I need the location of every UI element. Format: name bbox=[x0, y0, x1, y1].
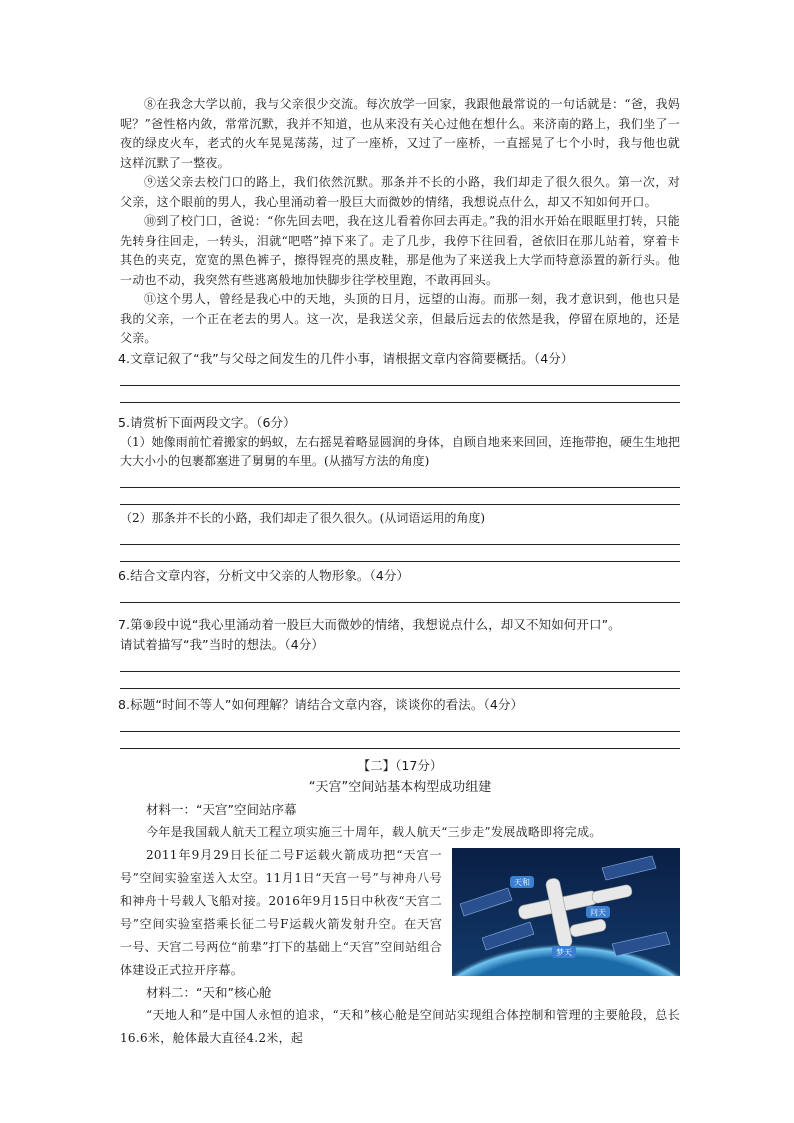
material-1-label: 材料一：“天宫”空间站序幕 bbox=[146, 801, 297, 817]
question-5: 5.请赏析下面两段文字。（6分） bbox=[118, 414, 296, 430]
article-title: “天宫”空间站基本构型成功组建 bbox=[308, 779, 492, 795]
module-label: 梦天 bbox=[556, 947, 572, 957]
material-2-label: 材料二：“天和”核心舱 bbox=[146, 984, 272, 1000]
paragraph-9: ⑨送父亲去校门口的路上，我们依然沉默。那条并不长的小路，我们却走了很久很久。第一次，对父亲，这个眼前的男人，我心里涌动着一股巨大而微妙的情绪，我想说点什么，却又不知如何开口。 bbox=[120, 175, 680, 209]
module-label: 天和 bbox=[514, 877, 530, 887]
question-6: 6.结合文章内容，分析文中父亲的人物形象。（4分） bbox=[118, 567, 410, 583]
question-7-cont: 请试着描写“我”当时的想法。（4分） bbox=[120, 636, 324, 652]
paragraph-11: ⑪这个男人，曾经是我心中的天地，头顶的日月，远望的山海。而那一刻，我才意识到，他也只是我的父亲，一个正在老去的男人。这一次，是我送父亲，但最后远去的依然是我，停留在原地的，还是父亲。 bbox=[120, 292, 680, 345]
question-7: 7.第⑨段中说“我心里涌动着一股巨大而微妙的情绪，我想说点什么，却又不知如何开口”。 bbox=[118, 616, 621, 632]
question-5-2: （2）那条并不长的小路，我们却走了很久很久。(从词语运用的角度) bbox=[120, 510, 486, 525]
question-5-1: （1）她像雨前忙着搬家的蚂蚁，左右摇晃着略显圆润的身体，自顾自地来来回回，连拖带抱，硬生生地把大大小小的包裹都塞进了舅舅的车里。(从描写方法的角度) bbox=[120, 434, 680, 468]
paragraph-8: ⑧在我念大学以前，我与父亲很少交流。每次放学一回家，我跟他最常说的一句话就是：“爸，我妈呢？”爸性格内敛，常常沉默，我并不知道，也从来没有关心过他在想什么。来济南的路上，我们坐了一夜的绿皮火车，老式的火车晃晃荡荡，过了一座桥，又过了一座桥，一直摇晃了七个小时，我与他也就这样沉默了一整夜。 bbox=[120, 97, 680, 170]
material-1-body: 2011年9月29日长征二号F运载火箭成功把“天宫一号”空间实验室送入太空。11月1日“天宫一号”与神舟八号和神舟十号载人飞船对接。2016年9月15日中秋夜“天宫二号”空间实验室搭乘长征二号F运载火箭发射升空。在天宫一号、天宫二号两位“前辈”打下的基础上“天宫”空间站组合体建设正式拉开序幕。 bbox=[120, 847, 442, 977]
question-4: 4.文章记叙了“我”与父母之间发生的几件小事，请根据文章内容简要概括。（4分） bbox=[118, 350, 574, 366]
space-station-image bbox=[452, 848, 680, 976]
module-label: 问天 bbox=[590, 907, 606, 917]
material-2-body: “天地人和”是中国人永恒的追求，“天和”核心舱是空间站实现组合体控制和管理的主要舱段，总长16.6米，舱体最大直径4.2米，起 bbox=[120, 1007, 680, 1045]
section-heading: 【二】（17分） bbox=[357, 757, 443, 773]
question-8: 8.标题“时间不等人”如何理解？请结合文章内容，谈谈你的看法。（4分） bbox=[118, 696, 524, 712]
paragraph-10: ⑩到了校门口，爸说：“你先回去吧，我在这儿看着你回去再走。”我的泪水开始在眼眶里打转，只能先转身往回走，一转头，泪就“吧嗒”掉下来了。走了几步，我停下往回看，爸依旧在那儿站着，穿着卡其色的夹克，宽宽的黑色裤子，擦得锃亮的黑皮鞋，那是他为了来送我上大学而特意添置的新行头。他一动也不动，我突然有些逃离般地加快脚步往学校里跑，不敢再回头。 bbox=[120, 214, 680, 287]
material-1-intro: 今年是我国载人航天工程立项实施三十周年，载人航天“三步走”发展战略即将完成。 bbox=[146, 824, 602, 839]
exam-page bbox=[120, 95, 680, 1050]
